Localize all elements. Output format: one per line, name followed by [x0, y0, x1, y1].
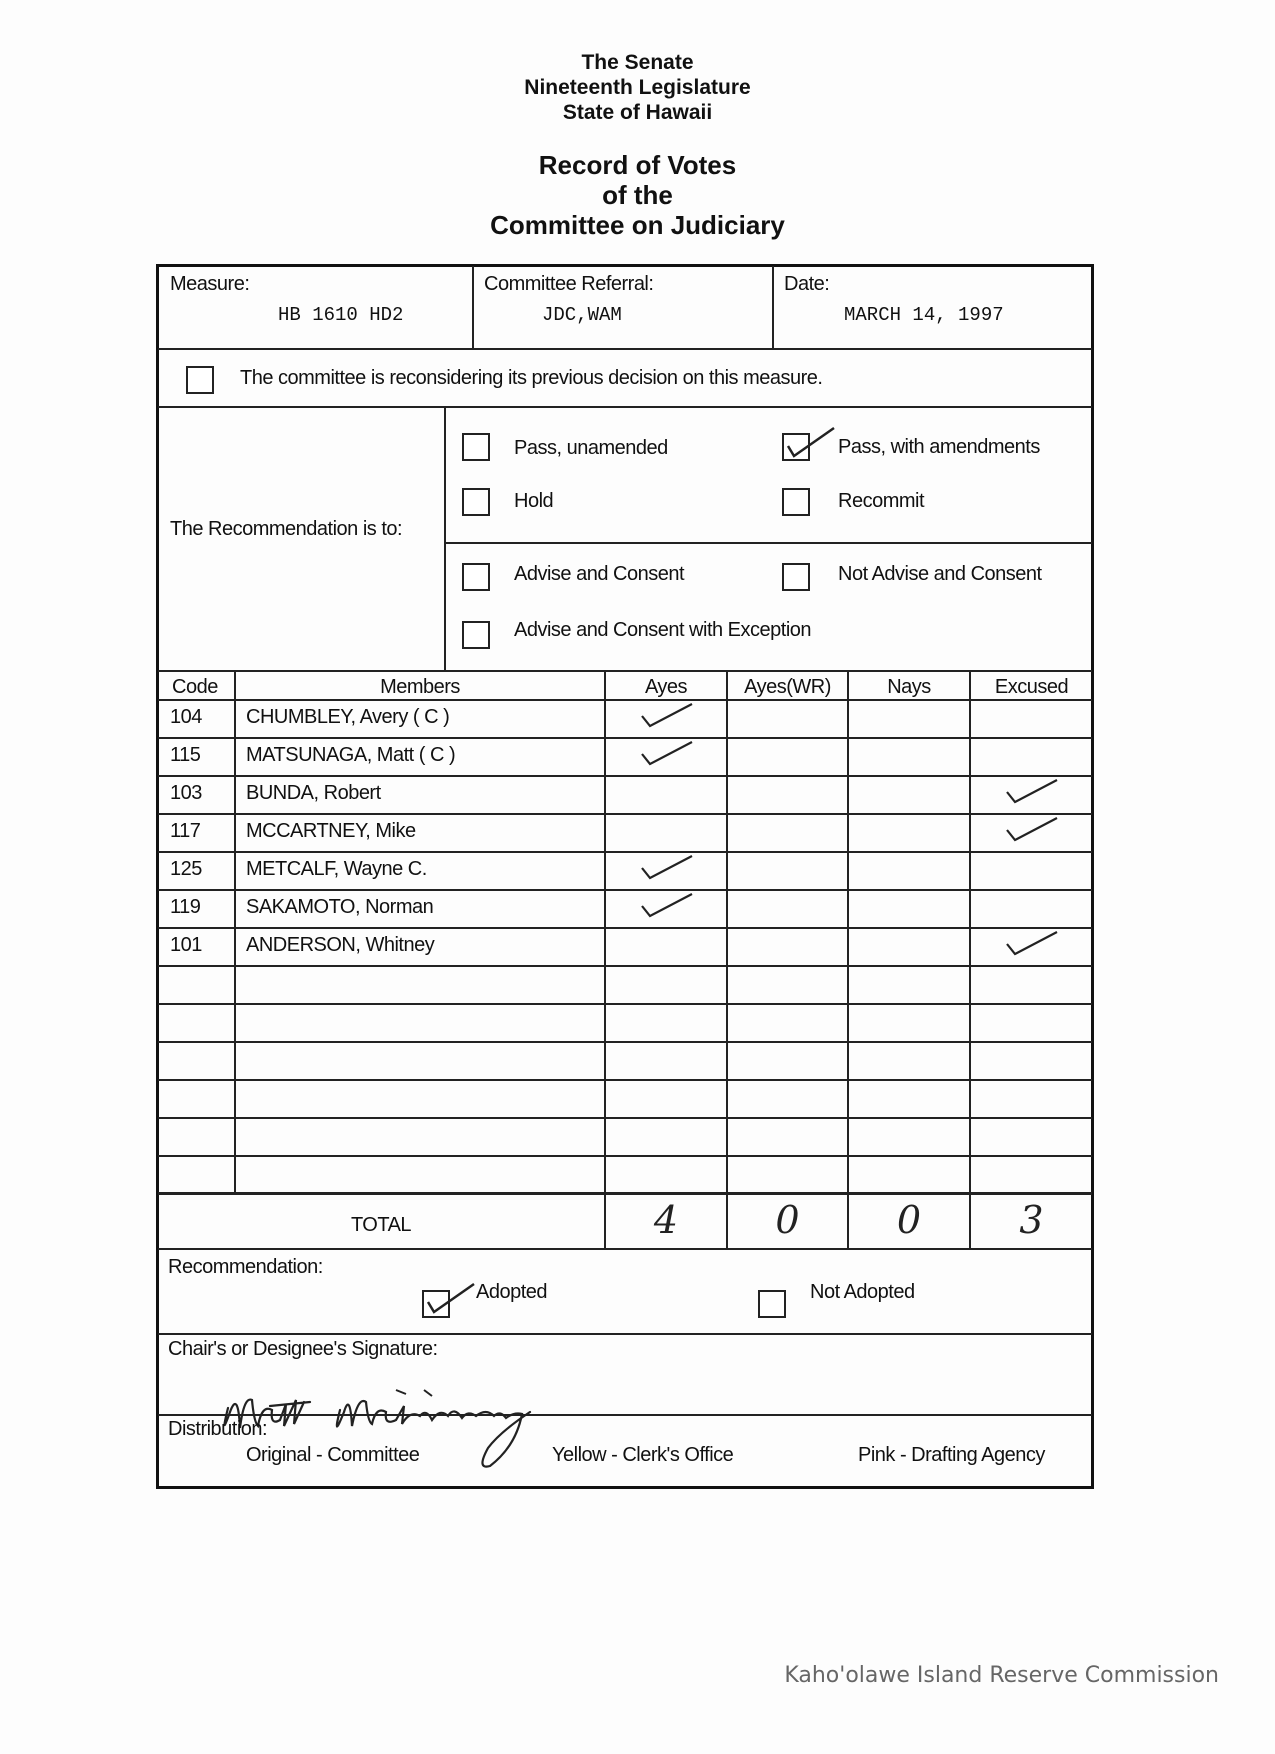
distribution-yellow: Yellow - Clerk's Office [552, 1444, 734, 1466]
vote-check-mark-icon [638, 736, 698, 768]
signature-label: Chair's or Designee's Signature: [168, 1338, 438, 1360]
member-code: 119 [170, 896, 201, 918]
divider [158, 670, 1092, 672]
member-code: 104 [170, 706, 202, 728]
member-code: 101 [170, 934, 202, 956]
row-divider [158, 1003, 1092, 1005]
row-divider [158, 737, 1092, 739]
divider [158, 1192, 1092, 1195]
divider [158, 406, 1092, 408]
col-header-ayes-wr: Ayes(WR) [744, 676, 831, 698]
divider [726, 670, 728, 1248]
divider [158, 1333, 1092, 1335]
pass-with-amendments-label: Pass, with amendments [838, 436, 1040, 458]
referral-value: JDC,WAM [542, 304, 622, 326]
distribution-pink: Pink - Drafting Agency [858, 1444, 1045, 1466]
member-code: 125 [170, 858, 202, 880]
col-header-excused: Excused [994, 676, 1069, 698]
recommit-label: Recommit [838, 490, 925, 512]
row-divider [158, 775, 1092, 777]
advise-consent-exception-label: Advise and Consent with Exception [514, 619, 812, 641]
member-name: METCALF, Wayne C. [246, 858, 427, 880]
member-code: 103 [170, 782, 202, 804]
reconsider-text: The committee is reconsidering its previous decision on this measure. [240, 367, 823, 389]
vote-check-mark-icon [638, 698, 698, 730]
divider [472, 266, 474, 348]
advise-consent-exception-checkbox[interactable] [462, 621, 490, 649]
divider [444, 406, 446, 670]
footer-credit: Kaho'olawe Island Reserve Commission [784, 1663, 1219, 1688]
recommendation-label: Recommendation: [168, 1256, 323, 1278]
divider [969, 670, 971, 1248]
divider [772, 266, 774, 348]
divider [234, 670, 236, 1192]
advise-consent-checkbox[interactable] [462, 563, 490, 591]
referral-label: Committee Referral: [484, 273, 654, 295]
vote-check-mark-icon [638, 888, 698, 920]
not-advise-consent-label: Not Advise and Consent [838, 563, 1042, 585]
row-divider [158, 1079, 1092, 1081]
measure-value: HB 1610 HD2 [278, 304, 404, 326]
row-divider [158, 965, 1092, 967]
date-label: Date: [784, 273, 830, 295]
member-name: MCCARTNEY, Mike [246, 820, 416, 842]
member-code: 117 [170, 820, 201, 842]
date-value: MARCH 14, 1997 [844, 304, 1004, 326]
divider [158, 1248, 1092, 1250]
col-header-members: Members [380, 676, 460, 698]
member-code: 115 [170, 744, 201, 766]
hold-checkbox[interactable] [462, 488, 490, 516]
row-divider [158, 1155, 1092, 1157]
recommendation-to-label: The Recommendation is to: [170, 518, 403, 540]
member-name: BUNDA, Robert [246, 782, 381, 804]
row-divider [158, 889, 1092, 891]
record-title-1: Record of Votes [538, 150, 737, 180]
divider [847, 670, 849, 1248]
committee-title: Committee on Judiciary [490, 210, 785, 240]
check-mark-icon [782, 424, 842, 464]
total-nays: 0 [896, 1198, 922, 1242]
distribution-label: Distribution: [168, 1418, 268, 1440]
member-name: SAKAMOTO, Norman [246, 896, 434, 918]
member-name: CHUMBLEY, Avery ( C ) [246, 706, 450, 728]
pass-unamended-checkbox[interactable] [462, 433, 490, 461]
measure-label: Measure: [170, 273, 250, 295]
recommit-checkbox[interactable] [782, 488, 810, 516]
state-title: State of Hawaii [562, 101, 713, 124]
advise-consent-label: Advise and Consent [514, 563, 685, 585]
check-mark-icon [420, 1278, 480, 1320]
distribution-original: Original - Committee [246, 1444, 420, 1466]
vote-check-mark-icon [638, 850, 698, 882]
vote-check-mark-icon [1003, 812, 1063, 844]
vote-check-mark-icon [1003, 926, 1063, 958]
divider [604, 670, 606, 1248]
row-divider [158, 1117, 1092, 1119]
not-advise-consent-checkbox[interactable] [782, 563, 810, 591]
hold-label: Hold [514, 490, 554, 512]
reconsider-checkbox[interactable] [186, 366, 214, 394]
col-header-code: Code [172, 676, 218, 698]
divider [158, 348, 1092, 350]
adopted-label: Adopted [476, 1281, 548, 1303]
vote-check-mark-icon [1003, 774, 1063, 806]
total-excused: 3 [1019, 1198, 1044, 1242]
row-divider [158, 927, 1092, 929]
col-header-ayes: Ayes [644, 676, 688, 698]
pass-unamended-label: Pass, unamended [514, 437, 668, 459]
member-name: MATSUNAGA, Matt ( C ) [246, 744, 456, 766]
legislature-title: Nineteenth Legislature [524, 76, 751, 99]
total-ayes: 4 [653, 1198, 679, 1242]
member-name: ANDERSON, Whitney [246, 934, 435, 956]
record-title-2: of the [602, 180, 673, 210]
not-adopted-label: Not Adopted [810, 1281, 915, 1303]
row-divider [158, 851, 1092, 853]
col-header-nays: Nays [887, 676, 931, 698]
row-divider [158, 813, 1092, 815]
total-label: TOTAL [350, 1214, 412, 1236]
divider [446, 542, 1092, 544]
not-adopted-checkbox[interactable] [758, 1290, 786, 1318]
row-divider [158, 699, 1092, 701]
total-ayes-wr: 0 [775, 1198, 800, 1242]
senate-title: The Senate [581, 51, 694, 74]
row-divider [158, 1041, 1092, 1043]
